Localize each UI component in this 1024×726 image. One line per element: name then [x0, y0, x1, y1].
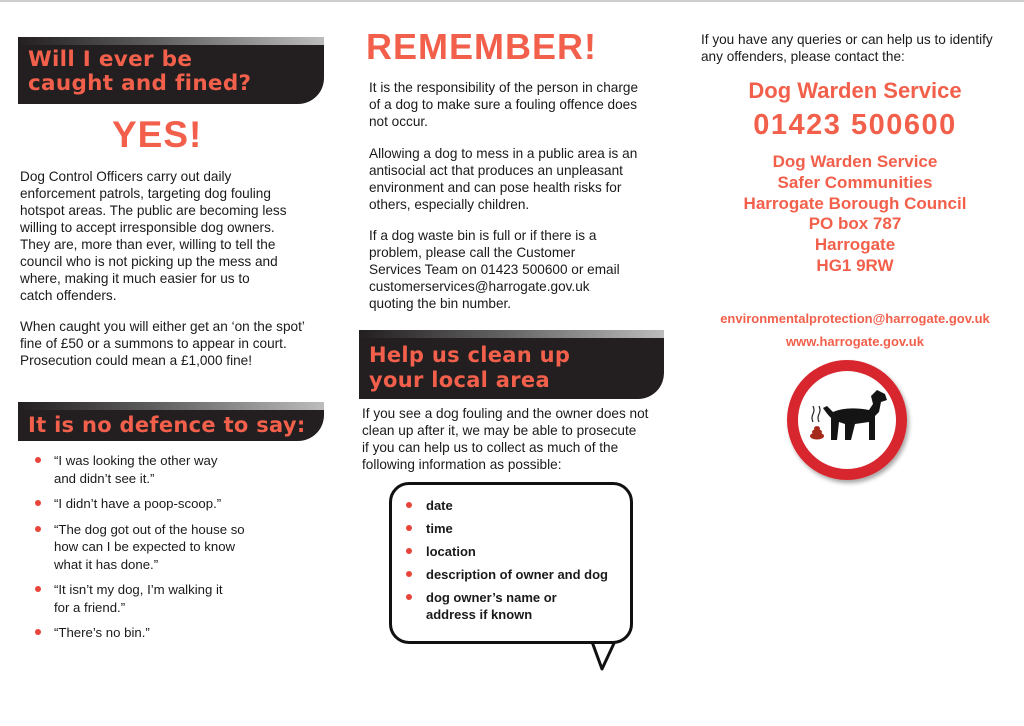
address-line: Dog Warden Service	[772, 152, 938, 171]
enforcement-paragraph: Dog Control Officers carry out daily enforcement patrols, targeting dog fouling hotspot areas. The public are becoming less willing to accept irresponsible dog owners. They are, more than ever, willing to tell the council who is not picking up the mess and where, making it much easier for us to catch offenders.	[20, 169, 287, 303]
list-item	[406, 497, 608, 514]
info-text: dog owner’s name or address if known	[426, 590, 557, 622]
list-item	[34, 521, 324, 574]
excuses-list	[34, 452, 324, 642]
caught-fined-heading-banner	[18, 37, 324, 104]
bin-full-paragraph: If a dog waste bin is full or if there is a problem, please call the Customer Services Team on 01423 500600 or email customerservices@harrogate.gov.uk quoting the bin number.	[369, 228, 620, 311]
email-link[interactable]: environmentalprotection@harrogate.gov.uk	[720, 311, 990, 326]
excuse-text: “I was looking the other way and didn’t see it.”	[54, 453, 218, 486]
help-heading-banner	[359, 330, 664, 399]
remember-heading: REMEMBER!	[366, 26, 597, 67]
list-item	[406, 520, 608, 537]
bullet-icon	[406, 594, 412, 600]
excuse-text: “There’s no bin.”	[54, 625, 150, 640]
caught-fined-heading: Will I ever be caught and fined?	[28, 47, 252, 96]
bullet-icon	[406, 502, 412, 508]
address-line: Harrogate	[814, 235, 896, 254]
bullet-icon	[35, 526, 41, 532]
contact-intro: If you have any queries or can help us to identify any offenders, please contact the:	[701, 32, 993, 64]
phone-number: 01423 500600	[753, 109, 957, 141]
info-text: time	[426, 521, 453, 536]
service-name: Dog Warden Service	[748, 78, 962, 103]
list-item	[406, 566, 608, 583]
responsibility-paragraph: It is the responsibility of the person in charge of a dog to make sure a fouling offence does not occur.	[369, 80, 639, 129]
address-line: HG1 9RW	[816, 256, 894, 275]
no-defence-heading-banner	[18, 402, 324, 441]
bullet-icon	[35, 500, 41, 506]
address-line: PO box 787	[808, 214, 902, 233]
excuse-text: “The dog got out of the house so how can I be expected to know what it has done.”	[54, 521, 245, 572]
list-item	[406, 589, 608, 623]
no-dog-fouling-icon	[783, 356, 915, 488]
info-speech-bubble	[389, 482, 633, 644]
list-item	[34, 495, 324, 513]
no-defence-heading: It is no defence to say:	[28, 413, 306, 437]
bullet-icon	[35, 457, 41, 463]
info-text: location	[426, 544, 476, 559]
top-border	[0, 0, 1024, 2]
address-line: Safer Communities	[777, 173, 933, 192]
info-list	[406, 497, 608, 623]
excuse-text: “It isn’t my dog, I’m walking it for a friend.”	[54, 582, 223, 615]
address-line: Harrogate Borough Council	[743, 194, 967, 213]
bullet-icon	[406, 571, 412, 577]
help-heading: Help us clean up your local area	[369, 343, 571, 392]
yes-heading: YES!	[112, 114, 203, 155]
bullet-icon	[35, 586, 41, 592]
list-item	[34, 452, 324, 487]
info-text: description of owner and dog	[426, 567, 608, 582]
info-text: date	[426, 498, 453, 513]
list-item	[34, 624, 324, 642]
bullet-icon	[35, 629, 41, 635]
bullet-icon	[406, 525, 412, 531]
list-item	[34, 581, 324, 616]
excuse-text: “I didn’t have a poop-scoop.”	[54, 496, 222, 511]
antisocial-paragraph: Allowing a dog to mess in a public area is an antisocial act that produces an unpleasant environment and can pose health risks for others, especially children.	[369, 146, 638, 212]
list-item	[406, 543, 608, 560]
bullet-icon	[406, 548, 412, 554]
website-link[interactable]: www.harrogate.gov.uk	[786, 334, 924, 349]
penalty-paragraph: When caught you will either get an ‘on the spot’ fine of £50 or a summons to appear in court. Prosecution could mean a £1,000 fine!	[20, 319, 305, 368]
help-paragraph: If you see a dog fouling and the owner does not clean up after it, we may be able to prosecute if you can help us to collect as much of the following information as possible:	[362, 406, 649, 472]
